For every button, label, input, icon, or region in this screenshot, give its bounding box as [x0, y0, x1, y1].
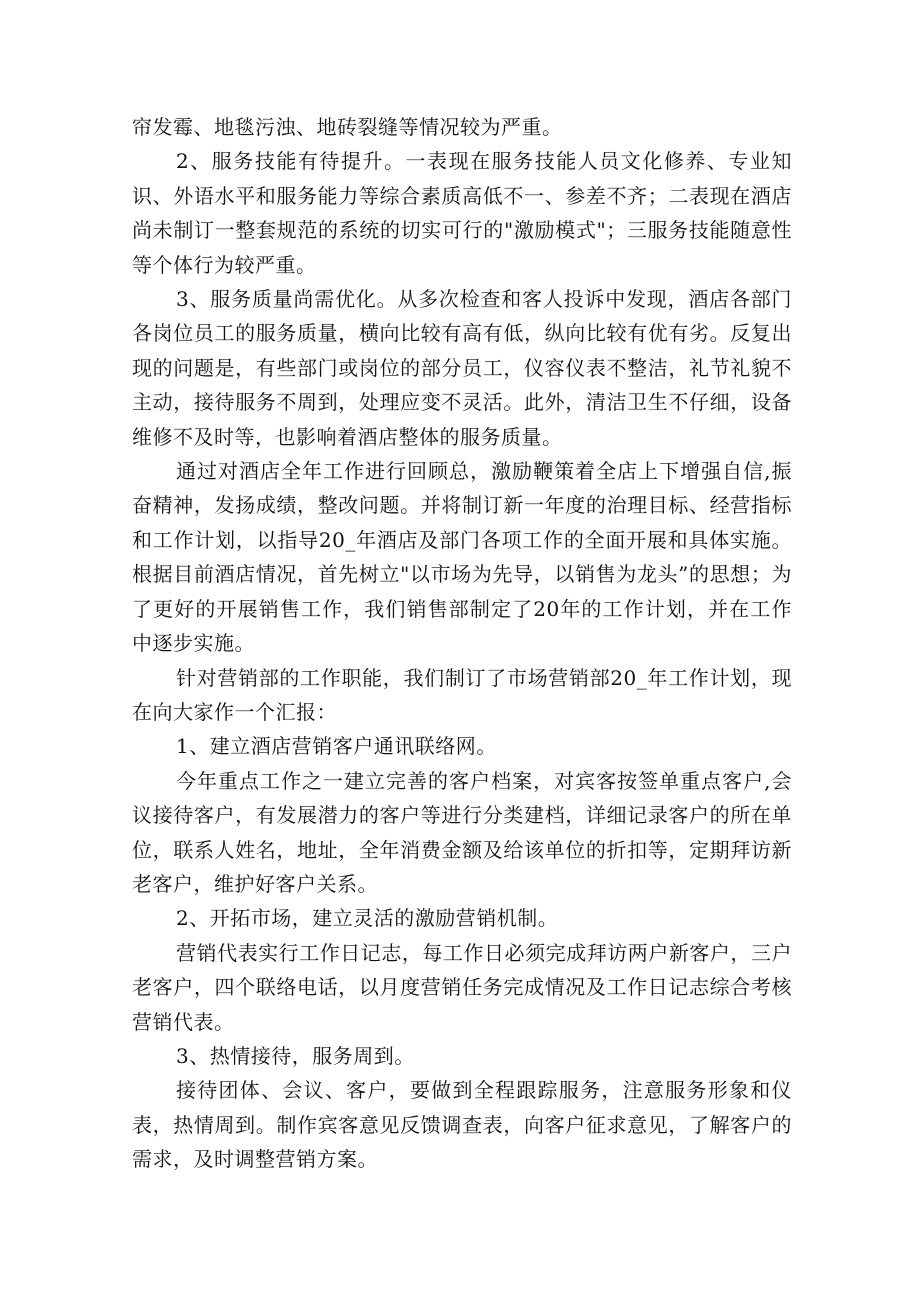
paragraph-annual-review: 通过对酒店全年工作进行回顾总，激励鞭策着全店上下增强自信,振奋精神，发扬成绩，整改问题。并将制订新一年度的治理目标、经营指标和工作计划，以指导20_年酒店及部门各项工作的全面开展和具体实施。根据目前酒店情况，首先树立"以市场为先导，以销售为龙头”的思想；为了更好的开展销售工作，我们销售部制定了20年的工作计划，并在工作中逐步实施。 [132, 459, 792, 656]
paragraph-sales-rep-log: 营销代表实行工作日记志，每工作日必须完成拜访两户新客户，三户老客户，四个联络电话，以月度营销任务完成情况及工作日记志综合考核营销代表。 [132, 940, 792, 1034]
heading-market-expansion: 2、开拓市场，建立灵活的激励营销机制。 [176, 906, 559, 931]
heading-client-network: 1、建立酒店营销客户通讯联络网。 [176, 734, 497, 759]
document-body [132, 110, 792, 1177]
paragraph-reception-service: 接待团体、会议、客户，要做到全程跟踪服务，注意服务形象和仪表，热情周到。制作宾客意见反馈调查表，向客户征求意见，了解客户的需求，及时调整营销方案。 [132, 1078, 792, 1172]
paragraph-client-archive: 今年重点工作之一建立完善的客户档案，对宾客按签单重点客户,会议接待客户，有发展潜力的客户等进行分类建档，详细记录客户的所在单位，联系人姓名，地址，全年消费金额及给该单位的折扣等，定期拜访新老客户，维护好客户关系。 [132, 768, 792, 896]
paragraph-continuation: 帘发霉、地毯污浊、地砖裂缝等情况较为严重。 [132, 115, 563, 139]
paragraph-plan-intro: 针对营销部的工作职能，我们制订了市场营销部20_年工作计划，现在向大家作一个汇报： [132, 665, 792, 724]
paragraph-service-skills: 2、服务技能有待提升。一表现在服务技能人员文化修养、专业知识、外语水平和服务能力等综合素质高低不一、参差不齐；二表现在酒店尚未制订一整套规范的系统的切实可行的"激励模式"；三服务技能随意性等个体行为较严重。 [132, 149, 792, 277]
paragraph-service-quality: 3、服务质量尚需优化。从多次检查和客人投诉中发现，酒店各部门各岗位员工的服务质量，横向比较有高有低，纵向比较有优有劣。反复出现的问题是，有些部门或岗位的部分员工，仪容仪表不整洁，礼节礼貌不主动，接待服务不周到，处理应变不灵活。此外，清洁卫生不仔细，设备维修不及时等，也影响着酒店整体的服务质量。 [132, 287, 792, 449]
heading-warm-reception: 3、热情接待，服务周到。 [176, 1043, 415, 1068]
